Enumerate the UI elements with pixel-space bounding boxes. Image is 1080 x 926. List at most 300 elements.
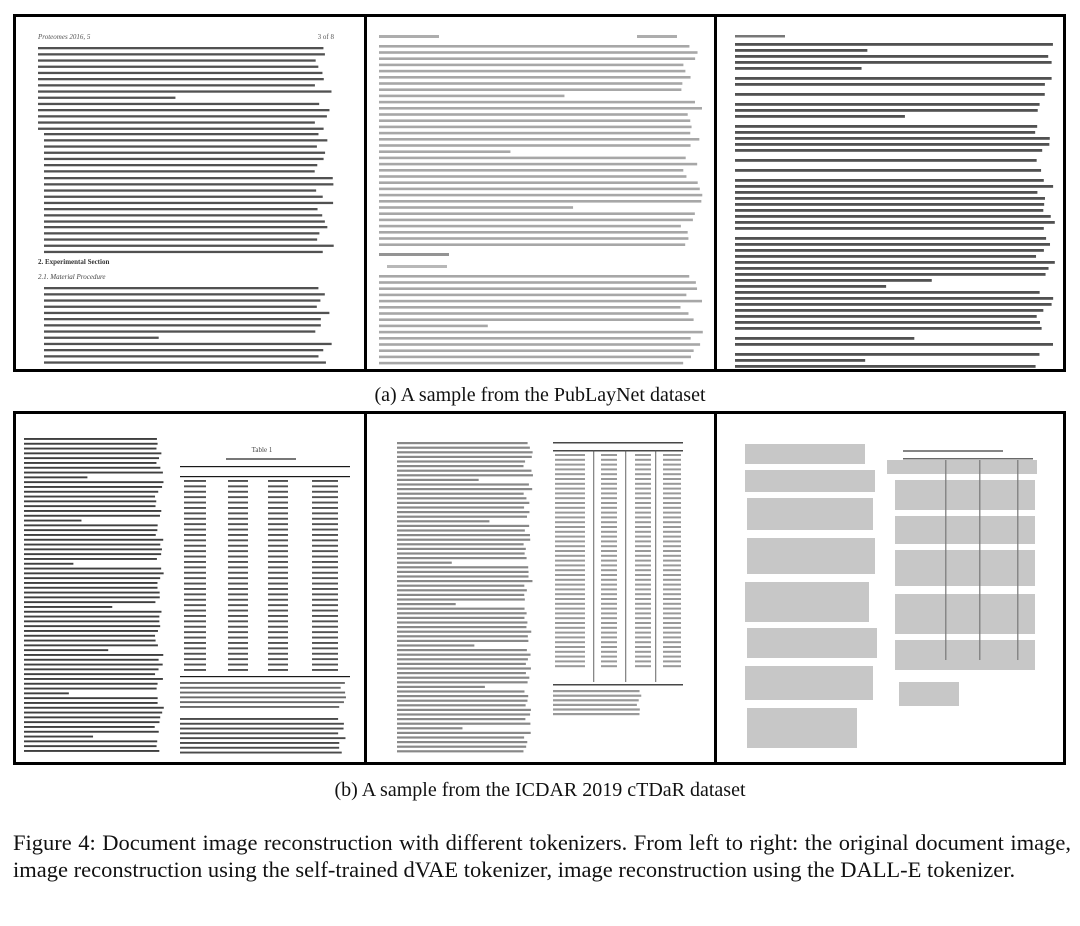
text-line xyxy=(735,249,1044,252)
table-cell xyxy=(228,653,248,655)
table-cell xyxy=(555,454,585,456)
text-line xyxy=(735,321,1040,324)
table-cell xyxy=(312,647,338,649)
original-document-image-b xyxy=(16,414,364,762)
table-cell xyxy=(555,550,585,552)
text-line xyxy=(44,293,325,295)
table-cell xyxy=(312,631,338,633)
page-header-right: 3 of 8 xyxy=(317,33,334,41)
table-cell xyxy=(184,502,206,504)
text-line xyxy=(44,349,323,351)
text-line xyxy=(735,291,1040,294)
text-line xyxy=(379,107,702,110)
table-cell xyxy=(601,468,617,470)
table-cell xyxy=(184,653,206,655)
table-cell xyxy=(184,512,206,514)
text-line xyxy=(24,443,158,445)
table-cell xyxy=(635,512,651,514)
table-cell xyxy=(663,593,681,595)
table-cell xyxy=(555,560,585,562)
table-cell xyxy=(268,491,288,493)
table-cell xyxy=(184,539,206,541)
table-cell xyxy=(663,488,681,490)
table-cell xyxy=(635,579,651,581)
text-line xyxy=(44,139,327,141)
text-line xyxy=(397,654,531,656)
table-cell xyxy=(663,612,681,614)
table-cell xyxy=(184,599,206,601)
table-cell xyxy=(268,480,288,482)
text-line xyxy=(397,727,462,729)
text-line xyxy=(180,701,344,703)
table-rule xyxy=(180,676,350,677)
table-cell xyxy=(312,545,338,547)
text-line xyxy=(24,438,157,440)
text-line xyxy=(397,479,479,481)
table-cell xyxy=(268,637,288,639)
table-cell xyxy=(228,610,248,612)
table-cell xyxy=(663,564,681,566)
text-line xyxy=(397,465,524,467)
table-cell xyxy=(663,641,681,643)
text-line xyxy=(397,635,528,637)
table-cell xyxy=(601,550,617,552)
text-line xyxy=(397,746,526,748)
table-cell xyxy=(601,584,617,586)
text-line xyxy=(397,695,528,697)
table-cell xyxy=(635,584,651,586)
text-line xyxy=(24,702,158,704)
table-cell xyxy=(635,464,651,466)
text-line xyxy=(397,681,528,683)
table-cell xyxy=(268,529,288,531)
table-cell xyxy=(268,539,288,541)
table-cell xyxy=(228,556,248,558)
table-cell xyxy=(555,660,585,662)
table-cell xyxy=(635,622,651,624)
table-cell xyxy=(184,647,206,649)
table-cell xyxy=(555,545,585,547)
text-line xyxy=(24,472,163,474)
text-line xyxy=(735,131,1035,134)
text-line xyxy=(24,731,159,733)
table-cell xyxy=(555,468,585,470)
text-line xyxy=(397,736,524,738)
text-line xyxy=(44,318,321,320)
table-cell xyxy=(184,566,206,568)
text-line xyxy=(44,232,319,234)
table-cell xyxy=(268,496,288,498)
text-line xyxy=(735,185,1053,188)
text-line xyxy=(397,677,529,679)
figure-caption: Figure 4: Document image reconstruction with different tokenizers. From left to right: the original document image, image reconstruction using the self-trained dVAE tokenizer, image reconstruction using the DALL-E tokenizer. xyxy=(13,830,1071,882)
text-line xyxy=(379,119,690,122)
table-cell xyxy=(268,566,288,568)
table-cell xyxy=(268,664,288,666)
table-cell xyxy=(663,483,681,485)
text-line xyxy=(379,306,680,309)
table-cell xyxy=(555,459,585,461)
table-cell xyxy=(601,507,617,509)
dalle-reconstruction-b xyxy=(717,414,1063,762)
table-cell xyxy=(228,491,248,493)
table-cell xyxy=(555,588,585,590)
text-line xyxy=(24,544,160,546)
table-cell xyxy=(663,632,681,634)
text-line xyxy=(735,267,1049,270)
table-cell xyxy=(663,464,681,466)
reconstructed-block xyxy=(745,444,865,464)
text-line xyxy=(397,534,530,536)
table-cell xyxy=(184,496,206,498)
text-line xyxy=(379,231,688,234)
table-cell xyxy=(663,617,681,619)
text-line xyxy=(379,144,691,147)
text-line xyxy=(397,626,526,628)
text-line xyxy=(44,337,159,339)
text-line xyxy=(38,59,316,61)
text-line xyxy=(397,686,485,688)
table-cell xyxy=(184,507,206,509)
table-cell xyxy=(601,636,617,638)
table-cell xyxy=(268,583,288,585)
table-cell xyxy=(555,473,585,475)
text-line xyxy=(397,631,531,633)
text-line xyxy=(735,197,1045,200)
text-line xyxy=(24,736,93,738)
reconstructed-block xyxy=(745,582,869,622)
table-cell xyxy=(601,627,617,629)
table-cell xyxy=(228,566,248,568)
table-cell xyxy=(228,512,248,514)
reconstructed-block xyxy=(887,460,1037,474)
text-line xyxy=(553,695,641,697)
text-line xyxy=(379,356,691,359)
text-line xyxy=(24,740,157,742)
table-cell xyxy=(555,665,585,667)
text-line xyxy=(24,673,155,675)
text-line xyxy=(38,53,325,55)
text-line xyxy=(735,77,1052,80)
table-cell xyxy=(601,579,617,581)
text-line xyxy=(44,330,315,332)
text-line xyxy=(735,49,867,52)
table-rule xyxy=(553,684,683,686)
table-cell xyxy=(635,488,651,490)
text-line xyxy=(379,331,703,334)
table-cell xyxy=(663,665,681,667)
table-cell xyxy=(601,569,617,571)
table-cell xyxy=(635,612,651,614)
table-cell xyxy=(228,620,248,622)
table-cell xyxy=(184,620,206,622)
table-cell xyxy=(601,454,617,456)
text-line xyxy=(379,275,689,278)
text-line xyxy=(735,237,1046,240)
text-line xyxy=(553,713,639,715)
text-line xyxy=(24,726,155,728)
table-cell xyxy=(601,593,617,595)
reconstructed-block xyxy=(895,516,1035,544)
table-cell xyxy=(663,512,681,514)
table-cell xyxy=(184,485,206,487)
table-cell xyxy=(312,588,338,590)
table-cell xyxy=(663,459,681,461)
text-line xyxy=(38,84,315,86)
text-line xyxy=(38,128,324,130)
text-line xyxy=(735,309,1043,312)
text-line xyxy=(24,486,162,488)
table-cell xyxy=(601,526,617,528)
text-line xyxy=(180,737,345,739)
text-line xyxy=(397,704,526,706)
table-cell xyxy=(312,604,338,606)
table-cell xyxy=(601,660,617,662)
text-line xyxy=(397,750,523,752)
table-cell xyxy=(312,485,338,487)
table-cell xyxy=(184,534,206,536)
table-cell xyxy=(228,631,248,633)
text-line xyxy=(397,594,524,596)
table-cell xyxy=(555,507,585,509)
text-line xyxy=(24,668,159,670)
text-line xyxy=(735,221,1055,224)
table-cell xyxy=(601,540,617,542)
table-cell xyxy=(601,603,617,605)
text-line xyxy=(38,103,319,105)
text-line xyxy=(553,704,637,706)
text-line xyxy=(379,181,698,184)
table-cell xyxy=(555,521,585,523)
text-line xyxy=(397,447,530,449)
table-cell xyxy=(184,615,206,617)
text-line xyxy=(397,470,531,472)
table-cell xyxy=(312,642,338,644)
table-cell xyxy=(663,588,681,590)
text-line xyxy=(397,603,456,605)
table-cell xyxy=(228,604,248,606)
text-line xyxy=(24,510,161,512)
text-line xyxy=(379,325,488,328)
table-cell xyxy=(312,539,338,541)
text-line xyxy=(379,70,685,73)
reconstructed-block xyxy=(895,594,1035,634)
table-cell xyxy=(268,485,288,487)
table-cell xyxy=(228,642,248,644)
table-cell xyxy=(268,588,288,590)
table-cell xyxy=(601,521,617,523)
text-line xyxy=(180,696,346,698)
table-cell xyxy=(228,615,248,617)
table-cell xyxy=(312,610,338,612)
dvae-reconstruction-b xyxy=(367,414,714,762)
table-cell xyxy=(555,656,585,658)
table-cell xyxy=(555,536,585,538)
text-line xyxy=(24,721,159,723)
table-cell xyxy=(184,664,206,666)
table-cell xyxy=(228,577,248,579)
table-cell xyxy=(601,612,617,614)
text-line xyxy=(24,640,156,642)
text-line xyxy=(379,237,688,240)
text-line xyxy=(397,543,524,545)
text-line xyxy=(735,43,1053,46)
text-line xyxy=(24,630,158,632)
dvae-page-render-a xyxy=(367,17,714,369)
text-line xyxy=(379,349,694,352)
text-line xyxy=(24,520,81,522)
text-line xyxy=(38,47,323,49)
table-cell xyxy=(663,550,681,552)
text-line xyxy=(379,169,683,172)
text-line xyxy=(44,214,322,216)
table-cell xyxy=(635,665,651,667)
table-cell xyxy=(663,622,681,624)
table-cell xyxy=(228,664,248,666)
table-cell xyxy=(184,658,206,660)
table-vline xyxy=(945,460,947,660)
text-line xyxy=(735,227,1044,230)
text-line xyxy=(397,672,526,674)
text-line xyxy=(397,700,527,702)
text-line xyxy=(397,516,527,518)
text-line xyxy=(379,163,697,166)
table-cell xyxy=(184,523,206,525)
table-cell xyxy=(228,550,248,552)
text-line xyxy=(379,76,691,79)
text-line xyxy=(379,281,696,284)
table-cell xyxy=(228,485,248,487)
text-line xyxy=(24,620,159,622)
table-cell xyxy=(635,550,651,552)
text-line xyxy=(24,601,155,603)
text-line xyxy=(397,732,531,734)
table-cell xyxy=(555,579,585,581)
table-cell xyxy=(555,617,585,619)
text-line xyxy=(735,55,1048,58)
table-cell xyxy=(228,496,248,498)
table-cell xyxy=(268,653,288,655)
text-line xyxy=(44,226,327,228)
subfigure-caption-b: (b) A sample from the ICDAR 2019 cTDaR dataset xyxy=(334,779,746,801)
text-line xyxy=(397,640,528,642)
table-cell xyxy=(635,540,651,542)
text-line xyxy=(379,362,683,365)
text-line xyxy=(735,261,1055,264)
text-line xyxy=(24,467,160,469)
table-cell xyxy=(663,526,681,528)
text-line xyxy=(397,548,526,550)
table-cell xyxy=(635,660,651,662)
text-line xyxy=(24,481,163,483)
dvae-reconstruction-a xyxy=(367,17,714,369)
text-line xyxy=(44,312,329,314)
text-line xyxy=(397,566,528,568)
table-cell xyxy=(635,492,651,494)
reconstructed-block xyxy=(747,538,875,574)
table-cell xyxy=(635,641,651,643)
table-cell xyxy=(268,642,288,644)
table-cell xyxy=(268,523,288,525)
table-cell xyxy=(635,454,651,456)
table-cell xyxy=(555,488,585,490)
table-cell xyxy=(312,507,338,509)
table-cell xyxy=(268,534,288,536)
text-line xyxy=(379,113,688,116)
table-cell xyxy=(268,626,288,628)
table-cell xyxy=(228,572,248,574)
table-cell xyxy=(663,473,681,475)
table-cell xyxy=(601,531,617,533)
text-line xyxy=(397,474,533,476)
text-line xyxy=(24,606,112,608)
table-cell xyxy=(635,627,651,629)
table-rule xyxy=(553,450,683,452)
table-cell xyxy=(184,572,206,574)
text-line xyxy=(397,718,525,720)
text-line xyxy=(24,553,161,555)
table-cell xyxy=(601,516,617,518)
table-cell xyxy=(268,593,288,595)
table-cell xyxy=(228,502,248,504)
table-cell xyxy=(184,626,206,628)
table-cell xyxy=(312,626,338,628)
text-line xyxy=(735,303,1052,306)
table-cell xyxy=(312,496,338,498)
table-cell xyxy=(555,646,585,648)
text-line xyxy=(44,208,318,210)
text-line xyxy=(24,745,157,747)
text-line xyxy=(24,649,108,651)
table-cell xyxy=(555,516,585,518)
table-cell xyxy=(601,483,617,485)
table-cell xyxy=(601,617,617,619)
text-line xyxy=(44,251,323,253)
table-cell xyxy=(635,473,651,475)
table-cell xyxy=(268,647,288,649)
table-cell xyxy=(312,512,338,514)
table-cell xyxy=(555,651,585,653)
text-line xyxy=(24,476,87,478)
reconstructed-block xyxy=(895,550,1035,586)
text-line xyxy=(379,175,686,178)
text-line xyxy=(24,558,157,560)
table-cell xyxy=(601,646,617,648)
table-cell xyxy=(635,502,651,504)
text-line xyxy=(180,742,339,744)
text-line xyxy=(24,707,164,709)
text-line xyxy=(397,663,526,665)
table-cell xyxy=(268,518,288,520)
table-cell xyxy=(312,653,338,655)
table-cell xyxy=(555,603,585,605)
text-line xyxy=(24,654,163,656)
table-cell xyxy=(555,483,585,485)
text-line xyxy=(379,101,695,104)
table-cell xyxy=(663,608,681,610)
table-cell xyxy=(184,631,206,633)
table-cell xyxy=(601,564,617,566)
text-line xyxy=(24,457,159,459)
text-line xyxy=(379,318,694,321)
text-line xyxy=(44,170,315,172)
table-cell xyxy=(312,523,338,525)
text-line xyxy=(24,644,158,646)
text-line xyxy=(735,67,862,70)
text-line xyxy=(24,568,161,570)
text-line xyxy=(379,45,689,48)
text-line xyxy=(397,658,528,660)
